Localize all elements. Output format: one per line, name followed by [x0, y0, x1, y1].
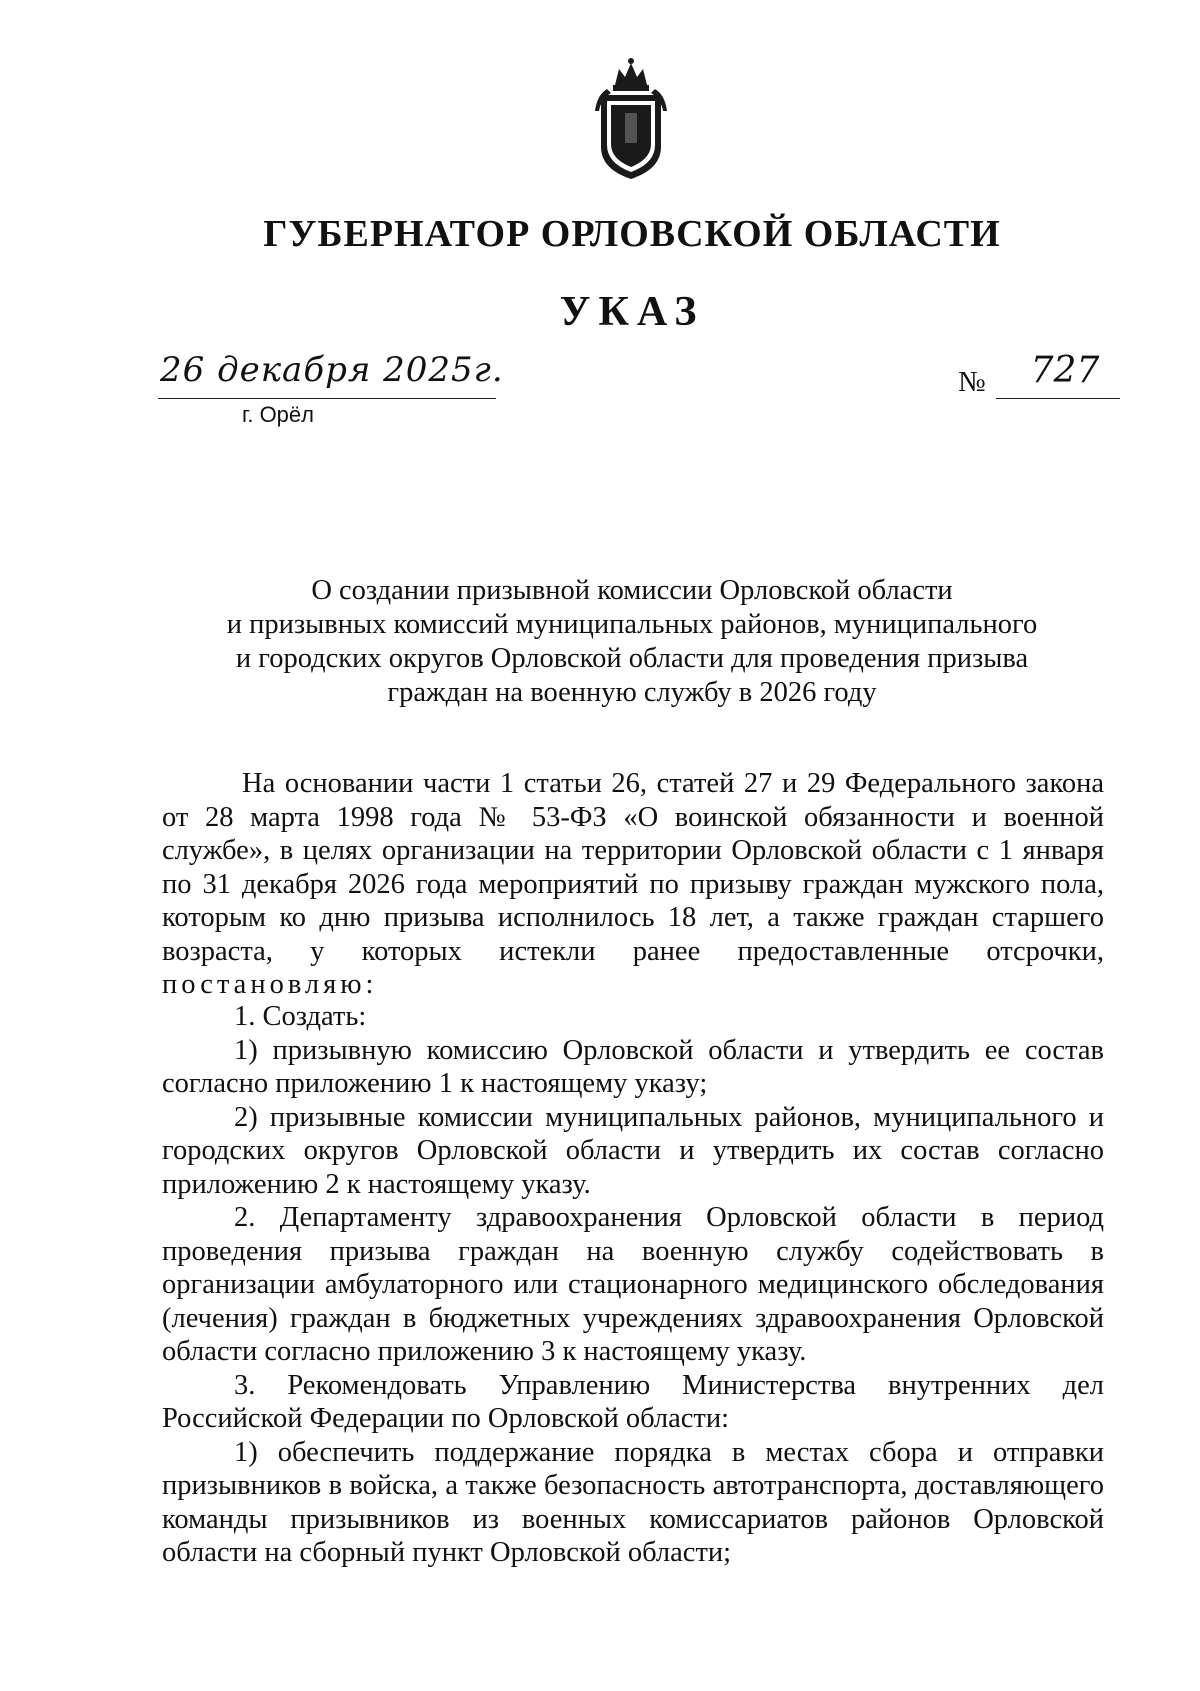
subject-line: и призывных комиссий муниципальных районов, муниципального: [226, 609, 1038, 640]
document-subject: [162, 574, 1102, 710]
document-type: УКАЗ: [559, 289, 705, 335]
clause-2: 2. Департаменту здравоохранения Орловской области в период проведения призыва граждан на военную службу содействовать в организации амбулаторного или стационарного медицинского обследования (лечения) граждан в бюджетных учреждениях здравоохранения Орловской области согласно приложению 3 к настоящему указу.: [162, 1202, 1104, 1367]
date-underline: [158, 398, 496, 399]
number-label: №: [958, 366, 986, 398]
issuing-authority: ГУБЕРНАТОР ОРЛОВСКОЙ ОБЛАСТИ: [263, 213, 1001, 255]
clauses: [162, 1000, 1104, 1570]
clause-1-item-1: 1) призывную комиссию Орловской области и утвердить ее состав согласно приложению 1 к настоящему указу;: [162, 1034, 1104, 1099]
subject-line: граждан на военную службу в 2026 году: [387, 677, 877, 708]
subject-line: О создании призывной комиссии Орловской области: [311, 575, 953, 606]
coat-of-arms-emblem: [585, 55, 677, 185]
number-underline: [996, 398, 1120, 399]
handwritten-date: 26 декабря 2025г.: [160, 350, 504, 390]
subject-line: и городских округов Орловской области для проведения призыва: [235, 643, 1029, 674]
clause-1-title: 1. Создать:: [234, 1001, 367, 1032]
city: г. Орёл: [242, 402, 314, 427]
clause-3-title: 3. Рекомендовать Управлению Министерства внутренних дел Российской Федерации по Орловской области:: [162, 1369, 1104, 1434]
preamble: [162, 767, 1104, 1002]
clause-3-item-1: 1) обеспечить поддержание порядка в местах сбора и отправки призывников в войска, а также безопасность автотранспорта, доставляющего команды призывников из военных комиссариатов районов Орловской области на сборный пункт Орловской области;: [162, 1436, 1104, 1568]
preamble-paragraph: [162, 767, 1104, 1002]
decree-word: постановляю:: [162, 969, 378, 1000]
handwritten-number: 727: [1030, 350, 1100, 391]
clause-1-item-2: 2) призывные комиссии муниципальных районов, муниципального и городских округов Орловской области и утвердить их состав согласно приложению 2 к настоящему указу.: [162, 1101, 1104, 1200]
preamble-text: На основании части 1 статьи 26, статей 27 и 29 Федерального закона от 28 марта 1998 года № 53-ФЗ «О воинской обязанности и военной службе», в целях организации на территории Орловской области с 1 января по 31 декабря 2026 года мероприятий по призыву граждан мужского пола, которым ко дню призыва исполнилось 18 лет, а также граждан старшего возраста, у которых истекли ранее предоставленные отсрочки,: [162, 768, 1104, 967]
